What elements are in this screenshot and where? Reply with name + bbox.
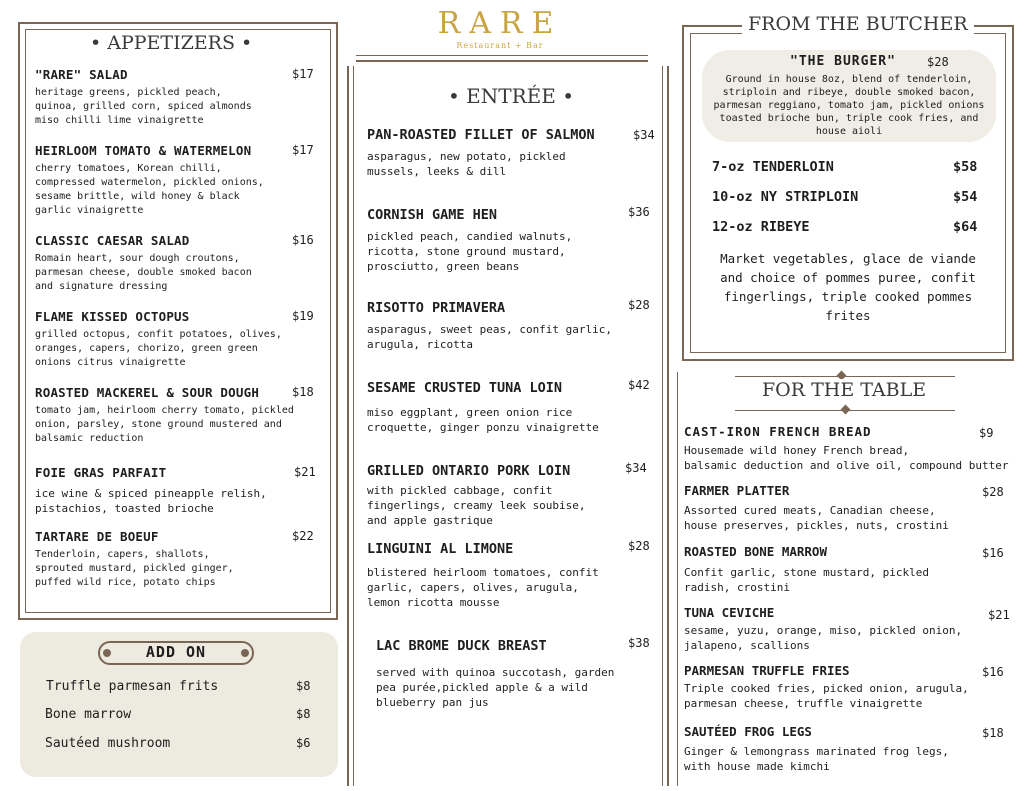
- entree-desc: asparagus, sweet peas, confit garlic, arugula, ricotta: [367, 323, 613, 351]
- cut-name: 7-oz TENDERLOIN: [712, 159, 834, 175]
- table-item-desc: Ginger & lemongrass marinated frog legs, with house made kimchi: [684, 745, 949, 773]
- entree-desc: blistered heirloom tomatoes, confit garlic, capers, olives, arugula, lemon ricotta mousse: [367, 566, 599, 609]
- appetizer-name: "RARE" SALAD: [35, 67, 128, 82]
- cut-price: $64: [953, 219, 978, 235]
- addon-title: ADD ON: [145, 643, 207, 661]
- table-item-name: PARMESAN TRUFFLE FRIES: [684, 663, 850, 678]
- appetizer-desc: Romain heart, sour dough croutons, parmesan cheese, double smoked bacon and signature dressing: [35, 253, 252, 292]
- brand-tagline: Restaurant + Bar: [456, 41, 544, 50]
- table-item-name: ROASTED BONE MARROW: [684, 544, 827, 559]
- entree-left-border: [347, 66, 349, 786]
- entree-price: $28: [628, 298, 650, 312]
- addon-item-name: Sautéed mushroom: [45, 736, 171, 751]
- entree-price: $36: [628, 205, 650, 219]
- appetizer-desc: grilled octopus, confit potatoes, olives, oranges, capers, chorizo, green green onions citrus vinaigrette: [35, 329, 282, 368]
- table-item-name: TUNA CEVICHE: [684, 605, 775, 620]
- table-item-price: $18: [982, 726, 1004, 740]
- appetizer-price: $17: [292, 67, 314, 81]
- entree-price: $38: [628, 636, 650, 650]
- appetizer-desc: heritage greens, pickled peach, quinoa, grilled corn, spiced almonds miso chilli lime vinaigrette: [35, 87, 252, 126]
- entree-name: LAC BROME DUCK BREAST: [376, 638, 547, 654]
- table-item-desc: Housemade wild honey French bread, balsamic deduction and olive oil, compound butter: [684, 444, 1009, 472]
- entree-price: $34: [625, 461, 647, 475]
- cut-price: $58: [953, 159, 978, 175]
- burger-price: $28: [927, 55, 949, 69]
- appetizer-price: $18: [292, 385, 314, 399]
- table-item-name: SAUTÉED FROG LEGS: [684, 724, 812, 739]
- butcher-title: FROM THE BUTCHER: [742, 13, 974, 35]
- table-item-price: $21: [988, 608, 1010, 622]
- entree-right-border: [667, 66, 669, 786]
- appetizer-desc: ice wine & spiced pineapple relish, pistachios, toasted brioche: [35, 487, 267, 515]
- appetizer-name: FOIE GRAS PARFAIT: [35, 465, 167, 480]
- appetizer-price: $16: [292, 233, 314, 247]
- table-item-price: $28: [982, 485, 1004, 499]
- entree-title: • ENTRÉE •: [448, 84, 575, 108]
- table-item-name: FARMER PLATTER: [684, 483, 790, 498]
- entree-price: $42: [628, 378, 650, 392]
- cut-price: $54: [953, 189, 978, 205]
- entree-desc: with pickled cabbage, confit fingerlings, creamy leek soubise, and apple gastrique: [367, 484, 586, 527]
- appetizer-name: HEIRLOOM TOMATO & WATERMELON: [35, 143, 252, 158]
- entree-desc: pickled peach, candied walnuts, ricotta, stone ground mustard, prosciutto, green beans: [367, 230, 573, 273]
- entree-price: $34: [633, 128, 655, 142]
- table-item-name: CAST-IRON FRENCH BREAD: [684, 424, 872, 439]
- entree-desc: served with quinoa succotash, garden pea purée,pickled apple & a wild blueberry pan jus: [376, 666, 615, 709]
- appetizer-desc: tomato jam, heirloom cherry tomato, pickled onion, parsley, stone ground mustered and balsamic reduction: [35, 405, 294, 444]
- appetizer-price: $22: [292, 529, 314, 543]
- cut-name: 10-oz NY STRIPLOIN: [712, 189, 859, 205]
- appetizer-desc: cherry tomatoes, Korean chilli, compressed watermelon, pickled onions, sesame brittle, wild honey & black garlic vinaigrette: [35, 163, 264, 216]
- cut-name: 12-oz RIBEYE: [712, 219, 810, 235]
- entree-top-rule-thick: [356, 60, 648, 62]
- entree-desc: asparagus, new potato, pickled mussels, leeks & dill: [367, 150, 566, 178]
- appetizer-price: $21: [294, 465, 316, 479]
- table-item-desc: Assorted cured meats, Canadian cheese, house preserves, pickles, nuts, crostini: [684, 504, 949, 532]
- table-item-price: $9: [979, 426, 994, 440]
- entree-name: RISOTTO PRIMAVERA: [367, 300, 506, 316]
- entree-name: SESAME CRUSTED TUNA LOIN: [367, 380, 563, 396]
- addon-item-price: $6: [296, 736, 311, 750]
- appetizer-desc: Tenderloin, capers, shallots, sprouted mustard, pickled ginger, puffed wild rice, potato chips: [35, 549, 234, 588]
- appetizer-name: TARTARE DE BOEUF: [35, 529, 159, 544]
- butcher-note: Market vegetables, glace de viande and choice of pommes puree, confit fingerlings, triple cooked pommes frites: [720, 251, 976, 323]
- table-diamond-bottom: [841, 405, 851, 415]
- entree-name: GRILLED ONTARIO PORK LOIN: [367, 463, 571, 479]
- entree-name: PAN-ROASTED FILLET OF SALMON: [367, 127, 595, 143]
- table-item-desc: Triple cooked fries, picked onion, arugula, parmesan cheese, truffle vinaigrette: [684, 682, 969, 710]
- appetizer-name: CLASSIC CAESAR SALAD: [35, 233, 190, 248]
- appetizer-price: $19: [292, 309, 314, 323]
- table-item-desc: Confit garlic, stone mustard, pickled radish, crostini: [684, 566, 930, 594]
- table-left-border: [677, 372, 678, 786]
- brand-logo: RARE: [437, 6, 563, 41]
- addon-item-name: Bone marrow: [45, 707, 132, 722]
- table-item-desc: sesame, yuzu, orange, miso, pickled onion, jalapeno, scallions: [684, 624, 963, 652]
- appetizer-price: $17: [292, 143, 314, 157]
- entree-left-border-inner: [353, 66, 354, 786]
- appetizer-name: FLAME KISSED OCTOPUS: [35, 309, 190, 324]
- entree-price: $28: [628, 539, 650, 553]
- entree-desc: miso eggplant, green onion rice croquette, ginger ponzu vinaigrette: [367, 406, 599, 434]
- addon-item-name: Truffle parmesan frits: [46, 679, 219, 694]
- addon-item-price: $8: [296, 679, 311, 693]
- entree-name: LINGUINI AL LIMONE: [367, 541, 514, 557]
- entree-name: CORNISH GAME HEN: [367, 207, 498, 223]
- burger-desc: Ground in house 8oz, blend of tenderloin, striploin and ribeye, double smoked bacon, parmesan reggiano, tomato jam, pickled onions toasted brioche bun, triple cook fries, and house aioli: [713, 74, 985, 137]
- appetizers-title: • APPETIZERS •: [84, 32, 258, 54]
- entree-right-border-inner: [662, 66, 663, 786]
- table-item-price: $16: [982, 665, 1004, 679]
- burger-name: "THE BURGER": [790, 54, 896, 69]
- table-item-price: $16: [982, 546, 1004, 560]
- appetizer-name: ROASTED MACKEREL & SOUR DOUGH: [35, 385, 260, 400]
- table-title: FOR THE TABLE: [762, 379, 927, 401]
- entree-top-rule: [356, 55, 648, 56]
- addon-item-price: $8: [296, 707, 311, 721]
